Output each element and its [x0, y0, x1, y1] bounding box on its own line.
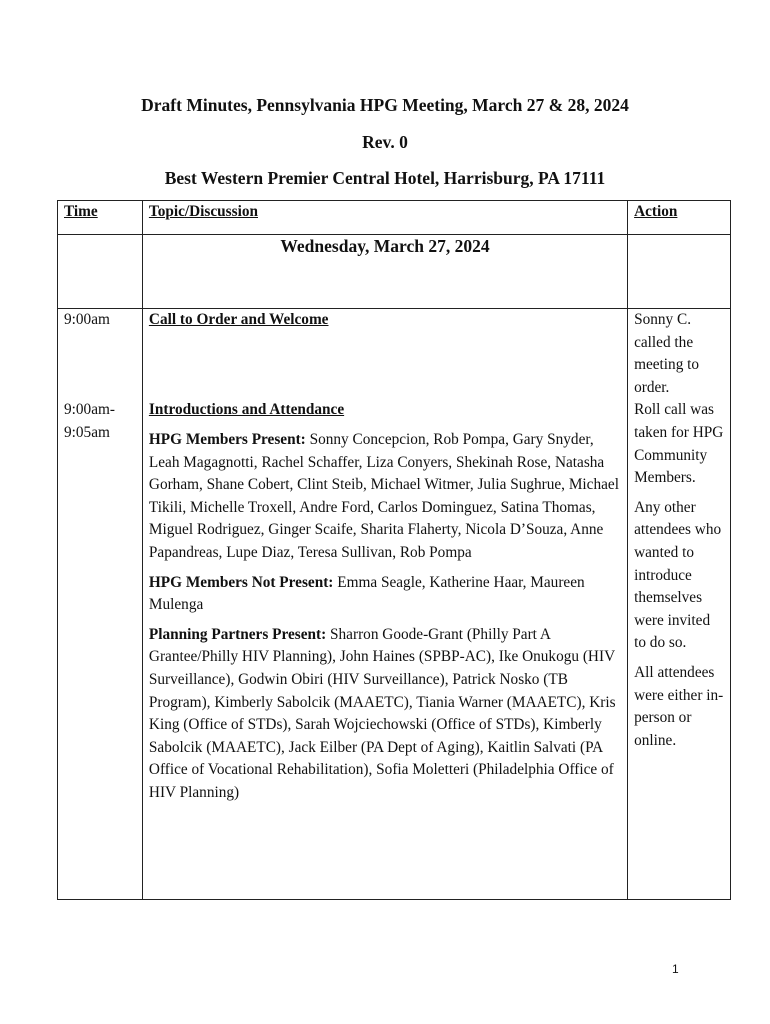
action-introductions: Any other attendees who wanted to introduce themselves were invited to do so.	[634, 498, 722, 652]
row-topic-title: Introductions and Attendance	[148, 401, 345, 419]
row-action: Sonny C. called the meeting to order.	[628, 309, 731, 400]
partners-list: Sharron Goode-Grant (Philly Part A Grantee/Philly HIV Planning), John Haines (SPBP-AC), Ike Onukogu (HIV Surveillance), Godwin Obiri (HIV Surveillance), Patrick Nosko (TB Program), Kimberly Sabolcik (MAAETC), Tiania Warner (MAAETC), Kris King (Office of STDs), Sarah Wojciechowski (Office of STDs), Kimberly Sabolcik (MAAETC), Jack Eilber (PA Dept of Aging), Kaitlin Salvati (PA Office of Vocational Rehabilitation), Sofia Moletteri (Philadelphia Office of HIV Planning)	[148, 625, 616, 801]
meeting-location: Best Western Premier Central Hotel, Harrisburg, PA 17111	[164, 168, 606, 188]
row-time: 9:00am-9:05am	[58, 399, 143, 900]
members-present-label: HPG Members Present:	[148, 430, 306, 448]
members-absent-paragraph	[149, 572, 621, 617]
day-row	[58, 235, 731, 309]
members-absent-list: Emma Seagle, Katherine Haar, Maureen Mulenga	[148, 573, 585, 614]
table-row	[58, 399, 731, 900]
row-topic-title: Call to Order and Welcome	[148, 311, 329, 328]
header-time: Time	[64, 203, 98, 220]
action-roll-call: Roll call was taken for HPG Community Members.	[634, 401, 724, 487]
page-number: 1	[672, 962, 679, 976]
document-title: Draft Minutes, Pennsylvania HPG Meeting, March 27 & 28, 2024	[141, 95, 629, 115]
action-attendance-mode: All attendees were either in-person or online.	[634, 663, 724, 749]
partners-paragraph	[149, 624, 621, 805]
day-heading: Wednesday, March 27, 2024	[142, 235, 627, 309]
row-time: 9:00am	[58, 309, 143, 400]
partners-label: Planning Partners Present:	[148, 625, 327, 643]
revision-label: Rev. 0	[362, 132, 408, 152]
header-action: Action	[634, 203, 678, 220]
members-present-list: Sonny Concepcion, Rob Pompa, Gary Snyder, Leah Magagnotti, Rachel Schaffer, Liza Conyers, Shekinah Rose, Natasha Gorham, Shane Cobert, Clint Steib, Michael Witmer, Julia Sughrue, Michael Tikili, Michelle Troxell, Andre Ford, Carlos Dominguez, Satina Thomas, Miguel Rodriguez, Ginger Scaife, Sharita Flaherty, Nicola D’Souza, Anne Papandreas, Lupe Diaz, Teresa Sullivan, Rob Pompa	[148, 430, 619, 561]
header-topic: Topic/Discussion	[148, 203, 258, 220]
members-present-paragraph	[149, 429, 621, 565]
table-row	[58, 309, 731, 400]
minutes-table	[57, 200, 731, 900]
table-header-row	[58, 201, 731, 235]
members-absent-label: HPG Members Not Present:	[148, 573, 334, 591]
